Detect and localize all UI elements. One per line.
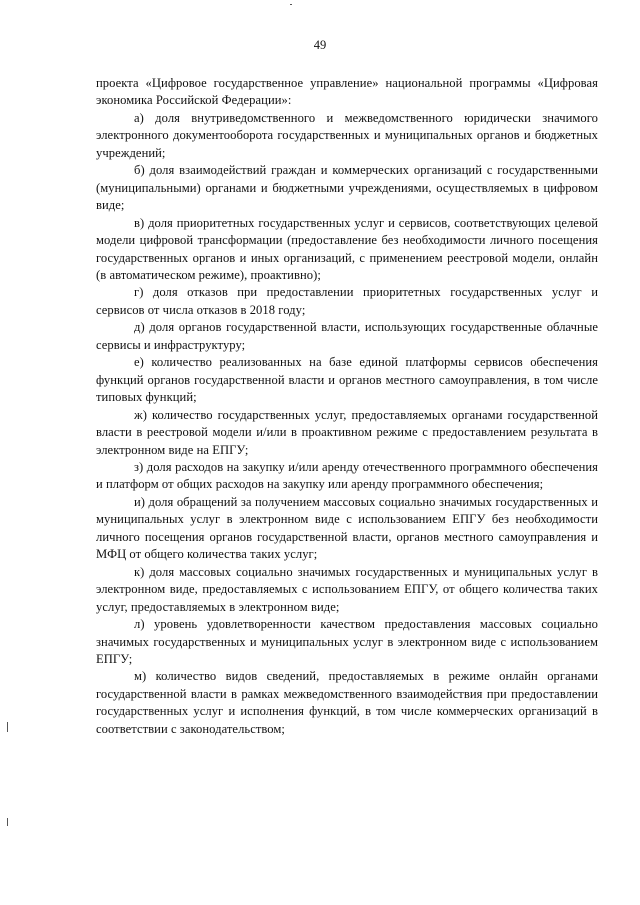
scan-artifact: [290, 4, 292, 5]
list-item-b: б) доля взаимодействий граждан и коммерческих организаций с государственными (муниципальными) органами и бюджетными учреждениями, осуществляемых в цифровом виде;: [96, 163, 598, 213]
list-item-e: е) количество реализованных на базе единой платформы сервисов обеспечения функций органов государственной власти и органов местного самоуправления, в том числе типовых функций;: [96, 355, 598, 405]
intro-paragraph: проекта «Цифровое государственное управление» национальной программы «Цифровая экономика Российской Федерации»:: [96, 76, 598, 108]
page-number: 49: [313, 38, 327, 52]
list-item-d: д) доля органов государственной власти, использующих государственные облачные сервисы и инфраструктуру;: [96, 320, 598, 352]
list-item-z: з) доля расходов на закупку и/или аренду отечественного программного обеспечения и платформ от общих расходов на закупку или аренду программного обеспечения;: [96, 459, 598, 492]
list-item-g: г) доля отказов при предоставлении приоритетных государственных услуг и сервисов от числа отказов в 2018 году;: [96, 285, 598, 317]
list-item-v: в) доля приоритетных государственных услуг и сервисов, соответствующих целевой модели цифровой трансформации (предоставление без необходимости личного посещения государственных органов и иных организаций, с применением реестровой модели, онлайн (в автоматическом режиме), проактивно);: [96, 215, 598, 282]
list-item-a: а) доля внутриведомственного и межведомственного юридически значимого электронного документооборота государственных и муниципальных органов и бюджетных учреждений;: [96, 110, 598, 160]
scan-artifact: [7, 722, 8, 732]
scan-artifact: [7, 818, 8, 826]
document-body: [96, 75, 598, 738]
list-item-i: и) доля обращений за получением массовых социально значимых государственных и муниципальных услуг в электронном виде с использованием ЕПГУ без необходимости личного посещения органов государственной власти, органов местного самоуправления и МФЦ от общего количества таких услуг;: [96, 494, 598, 562]
list-item-zh: ж) количество государственных услуг, предоставляемых органами государственной власти в реестровой модели и/или в проактивном режиме с предоставлением результата в электронном виде на ЕПГУ;: [96, 407, 598, 457]
list-item-m: м) количество видов сведений, предоставляемых в режиме онлайн органами государственной власти в рамках межведомственного взаимодействия при предоставлении государственных услуг и исполнения функций, в том числе коммерческих организаций в соответствии с законодательством;: [96, 669, 598, 736]
list-item-l: л) уровень удовлетворенности качеством предоставления массовых социально значимых государственных и муниципальных услуг в электронном виде с использованием ЕПГУ;: [96, 617, 598, 666]
list-item-k: к) доля массовых социально значимых государственных и муниципальных услуг в электронном виде, предоставляемых с использованием ЕПГУ, от общего количества таких услуг, предоставляемых в электронном виде;: [96, 564, 598, 614]
